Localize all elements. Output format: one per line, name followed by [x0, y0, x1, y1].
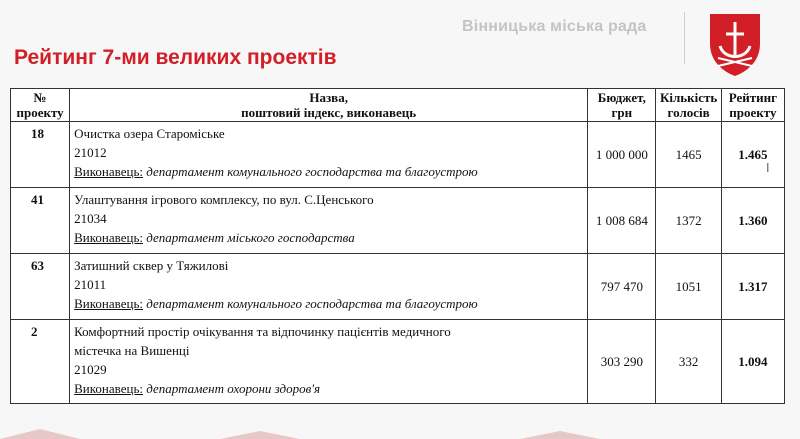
header-budget: [588, 89, 656, 122]
project-index: 21011: [74, 277, 107, 292]
project-number: 18: [11, 122, 70, 188]
table-row: [11, 254, 785, 320]
project-executor: [74, 228, 583, 247]
table-row: [11, 320, 785, 404]
header-rating: [721, 89, 784, 122]
executor-value: департамент охорони здоров'я: [146, 381, 321, 396]
header-rating-line2: проекту: [729, 105, 777, 120]
project-index: 21034: [74, 211, 107, 226]
executor-label: Виконавець:: [74, 230, 143, 245]
project-votes: 1051: [656, 254, 721, 320]
project-title-line: містечка на Вишенці: [74, 343, 190, 358]
project-executor: [74, 162, 583, 181]
city-emblem-icon: [706, 10, 764, 78]
header-name-line1: Назва,: [309, 90, 348, 105]
project-budget: 797 470: [588, 254, 656, 320]
header-divider: [684, 12, 685, 64]
project-number: 63: [11, 254, 70, 320]
project-title: [74, 190, 583, 209]
header-rating-line1: Рейтинг: [728, 90, 778, 105]
project-budget: 1 000 000: [588, 122, 656, 188]
project-index: 21012: [74, 145, 107, 160]
header-budget-line2: грн: [611, 105, 633, 120]
header-name: [70, 89, 588, 122]
projects-table-wrapper: [10, 88, 785, 404]
project-details: [70, 122, 588, 188]
project-rating: 1.465: [721, 122, 784, 188]
executor-label: Виконавець:: [74, 296, 143, 311]
executor-value: департамент комунального господарства та благоустрою: [146, 296, 478, 311]
project-votes: 332: [656, 320, 721, 404]
header-num-line2: проекту: [16, 105, 64, 120]
project-rating: 1.317: [721, 254, 784, 320]
table-row: [11, 188, 785, 254]
executor-label: Виконавець:: [74, 164, 143, 179]
header-num: [11, 89, 70, 122]
project-votes: 1372: [656, 188, 721, 254]
project-votes: 1465: [656, 122, 721, 188]
project-index: 21029: [74, 362, 107, 377]
table-row: [11, 122, 785, 188]
project-title-line: Очистка озера Староміське: [74, 126, 225, 141]
project-title-line: Затишний сквер у Тяжилові: [74, 258, 229, 273]
bottom-decoration: [0, 425, 800, 439]
project-rating: 1.094: [721, 320, 784, 404]
executor-value: департамент міського господарства: [146, 230, 355, 245]
executor-label: Виконавець:: [74, 381, 143, 396]
project-title-line: Улаштування ігрового комплексу, по вул. С.Ценського: [74, 192, 374, 207]
project-details: [70, 188, 588, 254]
slide-title: Рейтинг 7-ми великих проектів: [14, 46, 337, 69]
project-details: [70, 254, 588, 320]
header-budget-line1: Бюджет,: [597, 90, 646, 105]
project-executor: [74, 379, 583, 398]
header-votes: [656, 89, 721, 122]
project-title: [74, 124, 583, 143]
project-rating: 1.360: [721, 188, 784, 254]
header-votes-line1: Кількість: [659, 90, 718, 105]
project-number: 2: [11, 320, 70, 404]
project-title: [74, 256, 583, 275]
header-votes-line2: голосів: [667, 105, 710, 120]
project-title-line: Комфортний простір очікування та відпочинку пацієнтів медичного: [74, 324, 451, 339]
project-budget: 303 290: [588, 320, 656, 404]
header-num-line1: №: [33, 90, 47, 105]
project-budget: 1 008 684: [588, 188, 656, 254]
header-name-line2: поштовий індекс, виконавець: [241, 105, 417, 120]
table-header-row: [11, 89, 785, 122]
project-executor: [74, 294, 583, 313]
project-number: 41: [11, 188, 70, 254]
executor-value: департамент комунального господарства та благоустрою: [146, 164, 478, 179]
text-cursor-icon: I: [766, 161, 770, 175]
project-details: [70, 320, 588, 404]
org-name: Вінницька міська рада: [462, 18, 647, 35]
projects-table: [10, 88, 785, 404]
